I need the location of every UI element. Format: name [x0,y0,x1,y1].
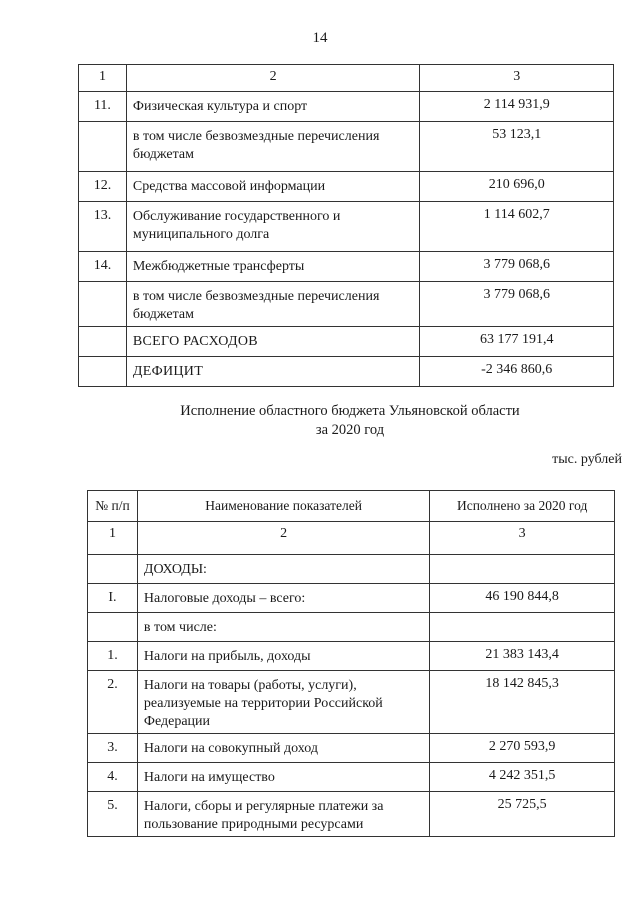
column-numbering-row [88,522,615,555]
row-name: в том числе безвозмездные перечисления бюджетам [126,282,420,327]
row-value: 18 142 845,3 [430,671,615,734]
column-number: 2 [137,522,429,555]
row-value: 21 383 143,4 [430,642,615,671]
header-cell: 1 [79,65,127,92]
row-value: 210 696,0 [420,172,614,202]
row-number: I. [88,584,138,613]
header-cell: 3 [420,65,614,92]
header-cell: 2 [126,65,420,92]
row-value [430,555,615,584]
units-label: тыс. рублей [552,452,622,467]
table-row [79,92,614,122]
row-name: Налоги на прибыль, доходы [137,642,429,671]
row-number: 12. [79,172,127,202]
row-name: Межбюджетные трансферты [126,252,420,282]
row-value: 4 242 351,5 [430,763,615,792]
row-number [79,282,127,327]
table-row [88,584,615,613]
column-header: Исполнено за 2020 год [430,491,615,522]
table-row [88,671,615,734]
row-number: 14. [79,252,127,282]
table-row [79,252,614,282]
row-value [430,613,615,642]
table-header-row [88,491,615,522]
total-expenses-label: ВСЕГО РАСХОДОВ [126,327,420,357]
row-name: Налоги на совокупный доход [137,734,429,763]
row-number: 4. [88,763,138,792]
row-number [79,122,127,172]
table-row [79,172,614,202]
table-caption [150,402,550,440]
row-value: 3 779 068,6 [420,252,614,282]
row-number [79,327,127,357]
row-number: 2. [88,671,138,734]
row-number: 13. [79,202,127,252]
row-name: Физическая культура и спорт [126,92,420,122]
total-expenses-value: 63 177 191,4 [420,327,614,357]
column-header: Наименование показателей [137,491,429,522]
page-number: 14 [312,30,328,46]
row-value: 3 779 068,6 [420,282,614,327]
row-name: Средства массовой информации [126,172,420,202]
table-row [79,357,614,387]
row-name: Налоги на товары (работы, услуги), реализуемые на территории Российской Федерации [137,671,429,734]
row-name: Обслуживание государственного и муниципального долга [126,202,420,252]
row-name: Налоги на имущество [137,763,429,792]
table-row [88,734,615,763]
row-number [88,613,138,642]
caption-line: Исполнение областного бюджета Ульяновской области [180,403,520,419]
row-value: 53 123,1 [420,122,614,172]
caption-line: за 2020 год [315,422,385,438]
row-number [79,357,127,387]
table-row [88,555,615,584]
table-header-row [79,65,614,92]
deficit-value: -2 346 860,6 [420,357,614,387]
table-row [79,122,614,172]
table-row [88,642,615,671]
row-name: Налоговые доходы – всего: [137,584,429,613]
table-row [88,613,615,642]
row-number [88,555,138,584]
row-number: 5. [88,792,138,837]
column-number: 3 [430,522,615,555]
table-row [88,763,615,792]
row-number: 1. [88,642,138,671]
table-row [79,282,614,327]
expenses-table [78,64,614,387]
revenue-table [87,490,615,837]
row-name: ДОХОДЫ: [137,555,429,584]
row-number: 3. [88,734,138,763]
column-header: № п/п [88,491,138,522]
row-name: в том числе безвозмездные перечисления бюджетам [126,122,420,172]
row-value: 46 190 844,8 [430,584,615,613]
row-number: 11. [79,92,127,122]
row-name: в том числе: [137,613,429,642]
table-row [79,202,614,252]
deficit-label: ДЕФИЦИТ [126,357,420,387]
row-name: Налоги, сборы и регулярные платежи за пользование природными ресурсами [137,792,429,837]
table-row [88,792,615,837]
row-value: 25 725,5 [430,792,615,837]
row-value: 1 114 602,7 [420,202,614,252]
column-number: 1 [88,522,138,555]
row-value: 2 114 931,9 [420,92,614,122]
table-row [79,327,614,357]
row-value: 2 270 593,9 [430,734,615,763]
